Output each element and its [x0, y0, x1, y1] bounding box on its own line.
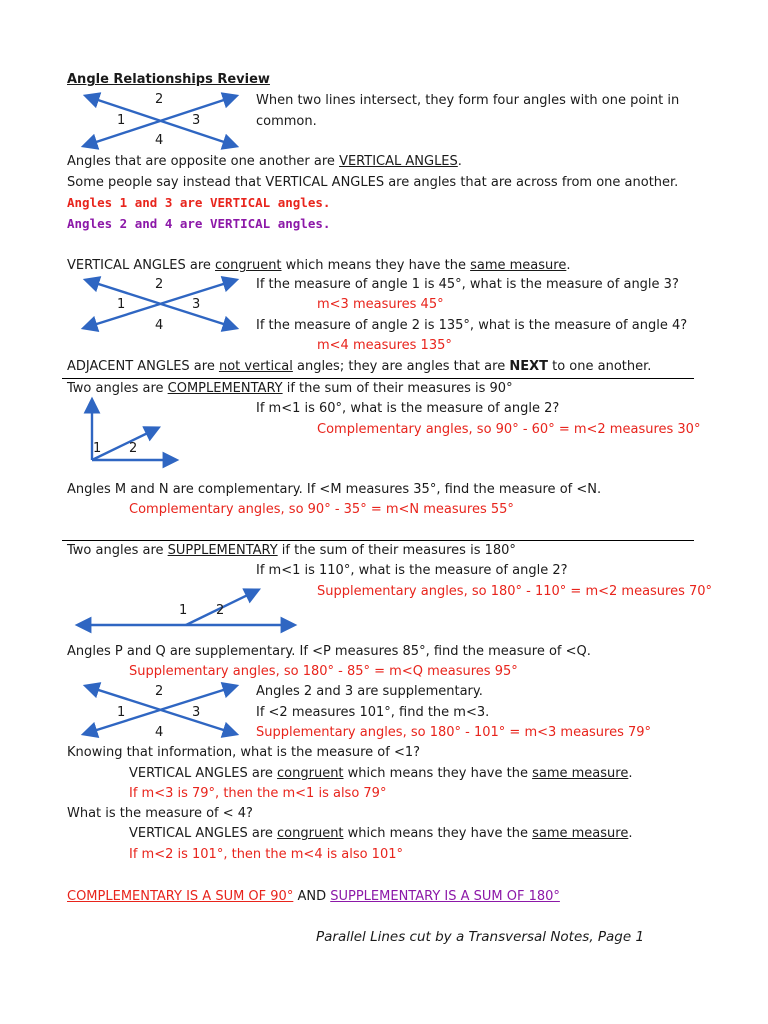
vertical-congruent-reminder: VERTICAL ANGLES are congruent which means they have the same measure. — [129, 766, 633, 781]
some-people-text: Some people say instead that VERTICAL ANGLES are angles that are across from one another. — [67, 175, 679, 190]
answer-angle-4: m<4 measures 135° — [317, 338, 452, 353]
answer-angle-3: m<3 measures 45° — [317, 297, 444, 312]
angle-label-1: 1 — [117, 297, 126, 312]
pq-question: Angles P and Q are supplementary. If <P measures 85°, find the measure of <Q. — [67, 644, 591, 659]
vertical-definition: Angles that are opposite one another are VERTICAL ANGLES. — [67, 154, 462, 169]
angle-label-1: 1 — [117, 705, 126, 720]
angle-label-3: 3 — [192, 113, 201, 128]
angle-label-2: 2 — [216, 603, 225, 618]
question-angle-4: If the measure of angle 2 is 135°, what is the measure of angle 4? — [256, 318, 688, 333]
knowing-answer-1: If m<3 is 79°, then the m<1 is also 79° — [129, 786, 387, 801]
summary-complementary: COMPLEMENTARY IS A SUM OF 90° — [67, 889, 294, 904]
knowing-question: Knowing that information, what is the measure of <1? — [67, 745, 421, 760]
question-angle-3: If the measure of angle 1 is 45°, what is the measure of angle 3? — [256, 277, 679, 292]
supplementary-answer: Supplementary angles, so 180° - 110° = m<2 measures 70° — [317, 584, 713, 599]
supplementary-2-3-answer: Supplementary angles, so 180° - 101° = m<3 measures 79° — [256, 725, 652, 740]
vertical-angles-term: VERTICAL ANGLES — [339, 154, 458, 169]
angle-label-4: 4 — [155, 133, 164, 148]
angle-label-1: 1 — [179, 603, 188, 618]
intro-line-2: common. — [256, 114, 317, 129]
mn-answer: Complementary angles, so 90° - 35° = m<N measures 55° — [129, 502, 514, 517]
page-footer: Parallel Lines cut by a Transversal Notes, Page 1 — [316, 929, 645, 945]
congruent-definition: VERTICAL ANGLES are congruent which means they have the same measure. — [67, 258, 571, 273]
pq-answer: Supplementary angles, so 180° - 85° = m<Q measures 95° — [129, 664, 518, 679]
summary-supplementary: SUPPLEMENTARY IS A SUM OF 180° — [330, 889, 560, 904]
angles-2-4-statement: Angles 2 and 4 are VERTICAL angles. — [67, 216, 331, 231]
angle-label-2: 2 — [155, 92, 164, 107]
angle-label-2: 2 — [155, 684, 164, 699]
angle-label-4: 4 — [155, 318, 164, 333]
mn-question: Angles M and N are complementary. If <M measures 35°, find the measure of <N. — [67, 482, 602, 497]
angle-label-2: 2 — [155, 277, 164, 292]
summary-line: COMPLEMENTARY IS A SUM OF 90° AND SUPPLEMENTARY IS A SUM OF 180° — [67, 889, 560, 904]
angle-label-1: 1 — [117, 113, 126, 128]
complementary-question: If m<1 is 60°, what is the measure of angle 2? — [256, 401, 560, 416]
vertical-congruent-reminder: VERTICAL ANGLES are congruent which means they have the same measure. — [129, 826, 633, 841]
supplementary-2-3-statement: Angles 2 and 3 are supplementary. — [256, 684, 483, 699]
angle-label-1: 1 — [93, 441, 102, 456]
angle-4-question: What is the measure of < 4? — [67, 806, 253, 821]
angle-label-2: 2 — [129, 441, 138, 456]
intro-line-1: When two lines intersect, they form four angles with one point in — [256, 93, 680, 108]
supplementary-question: If m<1 is 110°, what is the measure of angle 2? — [256, 563, 568, 578]
angle-label-3: 3 — [192, 705, 201, 720]
complementary-definition: Two angles are COMPLEMENTARY if the sum of their measures is 90° — [67, 381, 513, 396]
supplementary-definition: Two angles are SUPPLEMENTARY if the sum of their measures is 180° — [67, 543, 516, 558]
angles-1-3-statement: Angles 1 and 3 are VERTICAL angles. — [67, 195, 331, 210]
angle-label-4: 4 — [155, 725, 164, 740]
supplementary-2-3-question: If <2 measures 101°, find the m<3. — [256, 705, 490, 720]
knowing-answer-2: If m<2 is 101°, then the m<4 is also 101° — [129, 847, 403, 862]
page-title: Angle Relationships Review — [67, 72, 270, 87]
complementary-answer: Complementary angles, so 90° - 60° = m<2 measures 30° — [317, 422, 701, 437]
adjacent-definition: ADJACENT ANGLES are not vertical angles; they are angles that are NEXT to one another. — [67, 359, 652, 374]
angle-label-3: 3 — [192, 297, 201, 312]
